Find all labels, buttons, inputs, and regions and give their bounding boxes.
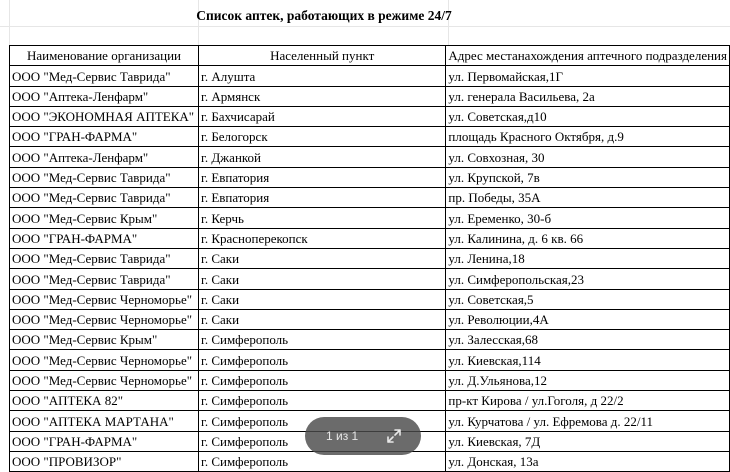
cell-address: ул. Курчатова / ул. Ефремова д. 22/11 — [446, 411, 730, 431]
cell-organization: ООО "Мед-Сервис Черноморье" — [10, 370, 199, 390]
cell-locality: г. Симферополь — [198, 391, 445, 411]
cell-address: ул. Донская, 13а — [446, 451, 730, 471]
table-header-row — [10, 46, 730, 66]
cell-organization: ООО "Мед-Сервис Крым" — [10, 208, 199, 228]
cell-address: ул. Д.Ульянова,12 — [446, 370, 730, 390]
cell-address: ул. Залесская,68 — [446, 330, 730, 350]
cell-organization: ООО "ГРАН-ФАРМА" — [10, 127, 199, 147]
cell-address: ул. Советская,д10 — [446, 106, 730, 126]
cell-address: ул. Революции,4А — [446, 309, 730, 329]
table-row — [10, 86, 730, 106]
cell-locality: г. Керчь — [198, 208, 445, 228]
table-row — [10, 289, 730, 309]
cell-locality: г. Симферополь — [198, 431, 445, 451]
cell-organization: ООО "АПТЕКА МАРТАНА" — [10, 411, 199, 431]
cell-organization: ООО "Мед-Сервис Таврида" — [10, 188, 199, 208]
cell-address: ул. Советская,5 — [446, 289, 730, 309]
cell-organization: ООО "Мед-Сервис Черноморье" — [10, 350, 199, 370]
cell-locality: г. Симферополь — [198, 350, 445, 370]
cell-organization: ООО "Мед-Сервис Таврида" — [10, 167, 199, 187]
table-row — [10, 269, 730, 289]
cell-locality: г. Алушта — [198, 66, 445, 86]
cell-organization: ООО "Мед-Сервис Таврида" — [10, 248, 199, 268]
cell-organization: ООО "Аптека-Ленфарм" — [10, 86, 199, 106]
cell-locality: г. Евпатория — [198, 167, 445, 187]
cell-locality: г. Симферополь — [198, 370, 445, 390]
cell-organization: ООО "Мед-Сервис Черноморье" — [10, 309, 199, 329]
cell-organization: ООО "ЭКОНОМНАЯ АПТЕКА" — [10, 106, 199, 126]
cell-organization: ООО "Мед-Сервис Таврида" — [10, 66, 199, 86]
table-row — [10, 370, 730, 390]
table-row — [10, 350, 730, 370]
cell-address: ул. Крупской, 7в — [446, 167, 730, 187]
cell-address: ул. Киевская,114 — [446, 350, 730, 370]
table-row — [10, 106, 730, 126]
cell-locality: г. Саки — [198, 309, 445, 329]
cell-address: пр-кт Кирова / ул.Гоголя, д 22/2 — [446, 391, 730, 411]
cell-locality: г. Армянск — [198, 86, 445, 106]
cell-locality: г. Симферополь — [198, 451, 445, 471]
cell-locality: г. Саки — [198, 289, 445, 309]
cell-locality: г. Саки — [198, 248, 445, 268]
cell-locality: г. Бахчисарай — [198, 106, 445, 126]
cell-organization: ООО "Мед-Сервис Таврида" — [10, 269, 199, 289]
grid-line — [0, 26, 730, 27]
cell-locality: г. Белогорск — [198, 127, 445, 147]
cell-address: ул. Еременко, 30-б — [446, 208, 730, 228]
cell-locality: г. Красноперекопск — [198, 228, 445, 248]
cell-organization: ООО "ГРАН-ФАРМА" — [10, 431, 199, 451]
table-row — [10, 330, 730, 350]
cell-locality: г. Евпатория — [198, 188, 445, 208]
column-header-address: Адрес местанахождения аптечного подразделения — [446, 46, 730, 66]
table-row — [10, 66, 730, 86]
cell-address: ул. генерала Васильева, 2а — [446, 86, 730, 106]
table-row — [10, 147, 730, 167]
cell-address: площадь Красного Октября, д.9 — [446, 127, 730, 147]
cell-address: ул. Калинина, д. 6 кв. 66 — [446, 228, 730, 248]
cell-address: ул. Первомайская,1Г — [446, 66, 730, 86]
table-row — [10, 127, 730, 147]
page-counter: 1 из 1 — [326, 429, 359, 443]
cell-organization: ООО "Мед-Сервис Черноморье" — [10, 289, 199, 309]
cell-organization: ООО "Мед-Сервис Крым" — [10, 330, 199, 350]
cell-address: ул. Симферопольская,23 — [446, 269, 730, 289]
table-row — [10, 309, 730, 329]
cell-address: ул. Киевская, 7Д — [446, 431, 730, 451]
page-navigation-pill — [305, 417, 421, 455]
document-title: Список аптек, работающих в режиме 24/7 — [196, 8, 452, 23]
cell-locality: г. Саки — [198, 269, 445, 289]
table-row — [10, 391, 730, 411]
table-row — [10, 167, 730, 187]
table-row — [10, 228, 730, 248]
cell-organization: ООО "АПТЕКА 82" — [10, 391, 199, 411]
pharmacy-table — [9, 45, 730, 472]
table-row — [10, 208, 730, 228]
cell-address: ул. Совхозная, 30 — [446, 147, 730, 167]
cell-locality: г. Симферополь — [198, 411, 445, 431]
cell-address: ул. Ленина,18 — [446, 248, 730, 268]
expand-icon[interactable] — [382, 424, 406, 448]
cell-locality: г. Джанкой — [198, 147, 445, 167]
column-header-locality: Населенный пункт — [198, 46, 445, 66]
cell-organization: ООО "Аптека-Ленфарм" — [10, 147, 199, 167]
table-row — [10, 188, 730, 208]
cell-organization: ООО "ПРОВИЗОР" — [10, 451, 199, 471]
table-row — [10, 248, 730, 268]
column-header-organization: Наименование организации — [10, 46, 199, 66]
cell-address: пр. Победы, 35А — [446, 188, 730, 208]
cell-locality: г. Симферополь — [198, 330, 445, 350]
cell-organization: ООО "ГРАН-ФАРМА" — [10, 228, 199, 248]
